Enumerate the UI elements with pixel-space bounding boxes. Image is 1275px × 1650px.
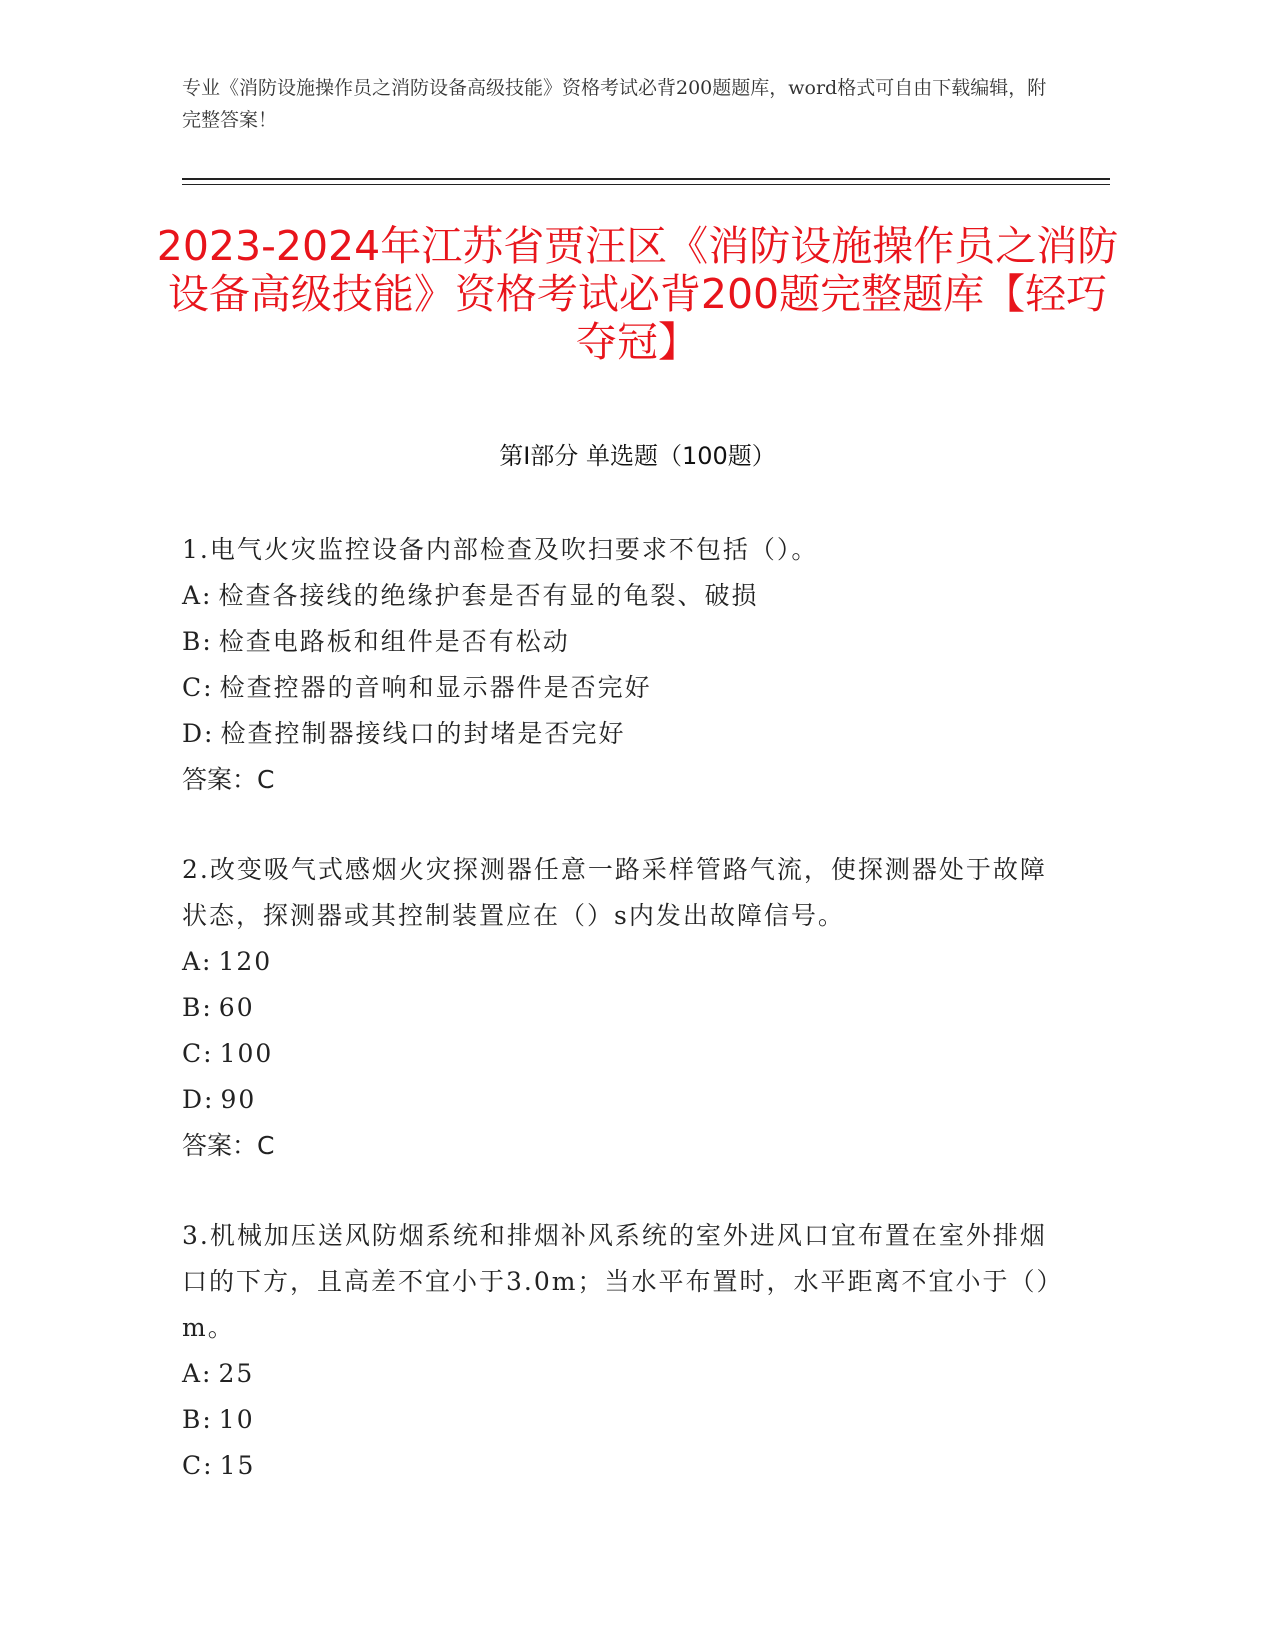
- option-letter: D:: [182, 719, 215, 748]
- option-text: 检查电路板和组件是否有松动: [218, 627, 570, 656]
- option-text: 100: [219, 1039, 274, 1068]
- option-text: 90: [220, 1085, 257, 1114]
- question-1: [182, 527, 1062, 803]
- option-c: [182, 1031, 1062, 1077]
- answer: 答案：C: [182, 765, 275, 794]
- option-a: [182, 939, 1062, 985]
- option-letter: A:: [182, 1359, 213, 1388]
- header-divider-thick: [182, 178, 1110, 180]
- question-stem: 3.机械加压送风防烟系统和排烟补风系统的室外进风口宜布置在室外排烟口的下方，且高差不宜小于3.0m；当水平布置时，水平距离不宜小于（）m。: [182, 1221, 1051, 1342]
- option-a: [182, 573, 1062, 619]
- header-note: 专业《消防设施操作员之消防设备高级技能》资格考试必背200题题库，word格式可自由下载编辑，附完整答案！: [182, 77, 1047, 131]
- option-a: [182, 1351, 1062, 1397]
- option-b: [182, 1397, 1062, 1443]
- document-title: 2023-2024年江苏省贾汪区《消防设施操作员之消防设备高级技能》资格考试必背200题完整题库【轻巧夺冠】: [156, 222, 1119, 366]
- option-text: 25: [218, 1359, 255, 1388]
- option-letter: A:: [182, 581, 213, 610]
- section-heading: 第Ⅰ部分 单选题（100题）: [499, 442, 776, 470]
- option-text: 120: [218, 947, 273, 976]
- option-text: 检查控器的音响和显示器件是否完好: [219, 673, 652, 702]
- option-d: [182, 1077, 1062, 1123]
- option-d: [182, 711, 1062, 757]
- option-b: [182, 619, 1062, 665]
- option-letter: C:: [182, 673, 214, 702]
- option-text: 10: [218, 1405, 255, 1434]
- answer: 答案：C: [182, 1131, 275, 1160]
- question-2: [182, 847, 1062, 1169]
- option-letter: B:: [182, 993, 213, 1022]
- question-stem: 1.电气火灾监控设备内部检查及吹扫要求不包括（）。: [182, 535, 819, 564]
- header-divider-thin: [182, 184, 1110, 185]
- option-letter: A:: [182, 947, 213, 976]
- option-text: 检查控制器接线口的封堵是否完好: [220, 719, 626, 748]
- option-letter: B:: [182, 627, 213, 656]
- option-letter: B:: [182, 1405, 213, 1434]
- question-3: [182, 1213, 1062, 1489]
- question-stem: 2.改变吸气式感烟火灾探测器任意一路采样管路气流，使探测器处于故障状态，探测器或其控制装置应在（）s内发出故障信号。: [182, 855, 1047, 930]
- option-text: 检查各接线的绝缘护套是否有显的龟裂、破损: [218, 581, 759, 610]
- option-letter: C:: [182, 1039, 214, 1068]
- question-list: [182, 527, 1062, 1533]
- option-text: 60: [218, 993, 255, 1022]
- option-c: [182, 665, 1062, 711]
- option-letter: D:: [182, 1085, 215, 1114]
- option-letter: C:: [182, 1451, 214, 1480]
- option-text: 15: [219, 1451, 256, 1480]
- option-c: [182, 1443, 1062, 1489]
- option-b: [182, 985, 1062, 1031]
